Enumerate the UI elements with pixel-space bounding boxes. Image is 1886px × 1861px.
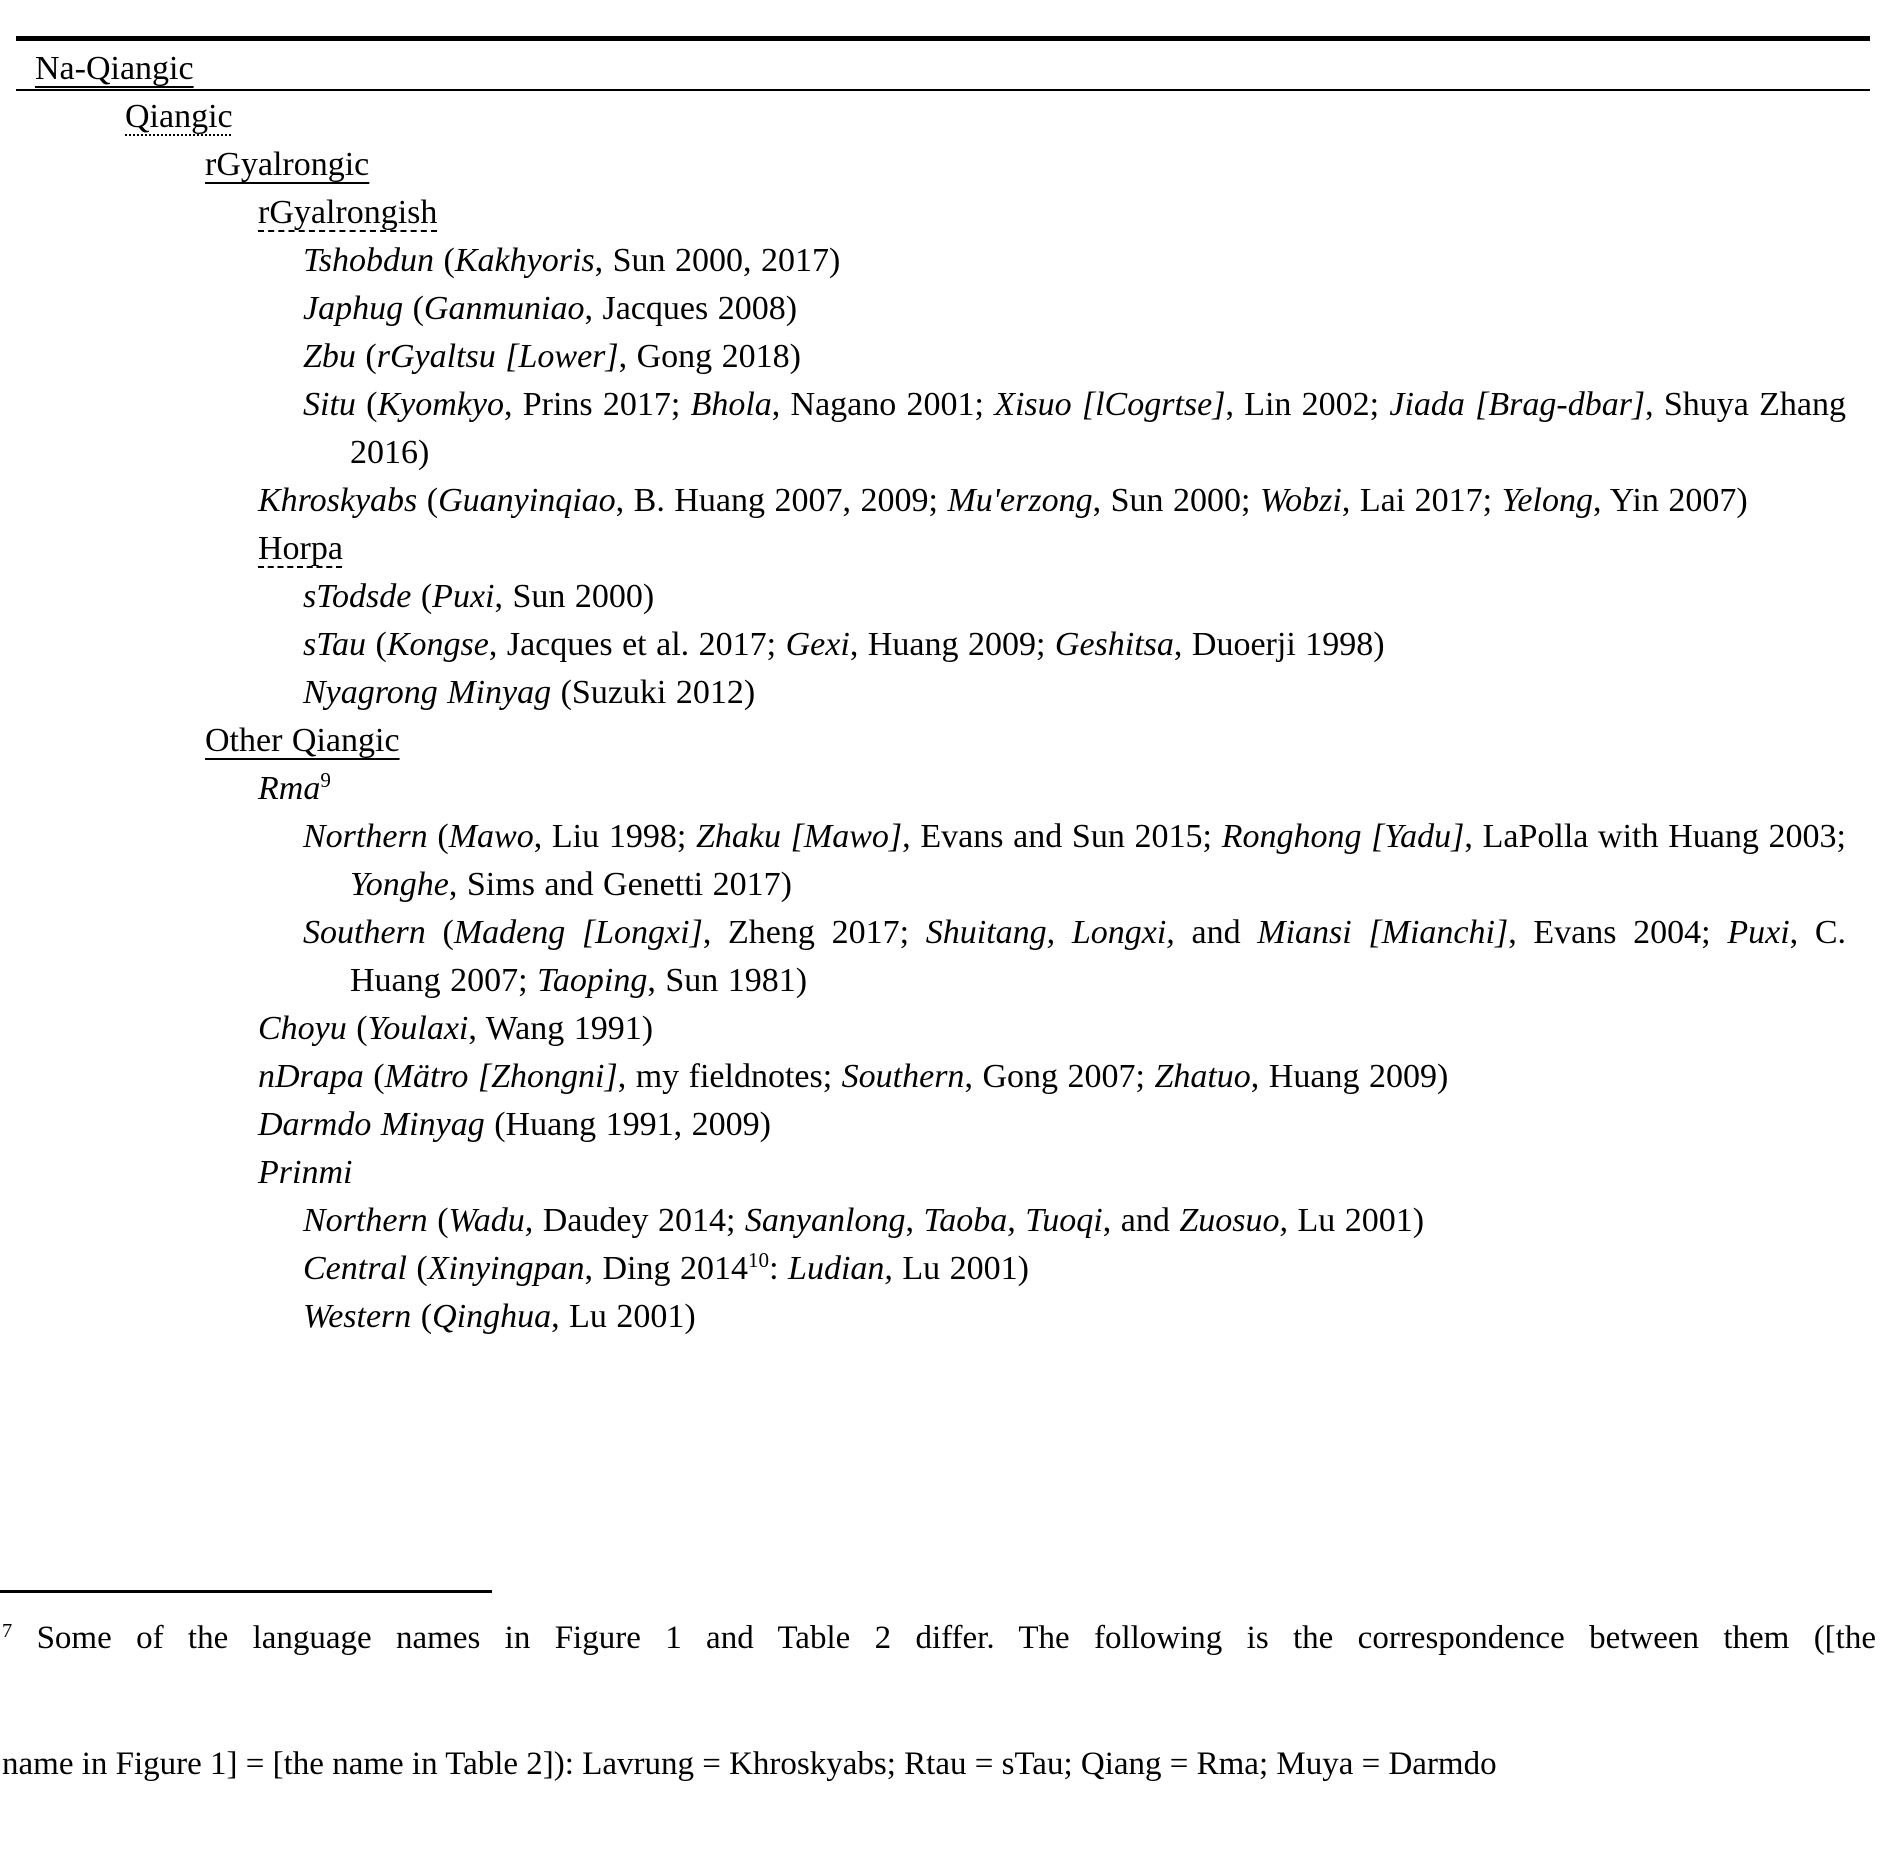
group-label: Qiangic [125,98,233,135]
tree-language-row: Southern (Madeng [Longxi], Zheng 2017; Shuitang, Longxi, and Miansi [Mianchi], Evans 2004; Puxi, C. Huang 2007; Taoping, Sun 1981) [303,914,1847,999]
footnote [2,1616,1876,1786]
tree-language-row: Japhug (Ganmuniao, Jacques 2008) [303,290,798,327]
footnote-line: name in Figure 1] = [the name in Table 2]): Lavrung = Khroskyabs; Rtau = sTau; Qiang = Rma; Muya = Darmdo [2,1746,1497,1782]
language-classification-tree [35,45,1846,1341]
group-label: rGyalrongish [258,194,438,231]
tree-group-row [258,189,1846,237]
paper-page [0,36,1886,1861]
tree-group-row [258,525,1846,573]
footnote-reference-superscript: 7 [2,1619,13,1642]
tree-group-row [205,141,1846,189]
tree-group-row [205,717,1846,765]
tree-group-row [125,93,1846,141]
tree-language-row: Central (Xinyingpan, Ding 2014$^{10}$: Ludian, Lu 2001) [303,1248,1029,1287]
group-label: Na-Qiangic [35,50,194,87]
tree-language-row: Situ (Kyomkyo, Prins 2017; Bhola, Nagano 2001; Xisuo [lCogrtse], Lin 2002; Jiada [Brag-dbar], Shuya Zhang 2016) [303,386,1846,471]
tree-language-row: Tshobdun (Kakhyoris, Sun 2000, 2017) [303,242,841,279]
tree-language-row: Khroskyabs (Guanyinqiao, B. Huang 2007, 2009; Mu'erzong, Sun 2000; Wobzi, Lai 2017; Yelong, Yin 2007) [258,482,1748,519]
tree-language-row: Rma$^9$ [258,768,331,807]
tree-language-row: Western (Qinghua, Lu 2001) [303,1298,696,1335]
group-label: Other Qiangic [205,722,400,759]
footnote-line: $^7$ Some of the language names in Figure 1 and Table 2 differ. The following is the correspondence between them ([the [2,1619,1876,1656]
footnote-separator-rule [0,1590,492,1593]
tree-language-row: Nyagrong Minyag (Suzuki 2012) [303,674,756,711]
group-label: Horpa [258,530,343,567]
tree-group-row [35,45,1846,93]
group-label: rGyalrongic [205,146,370,183]
table-top-rule [16,36,1870,41]
footnote-reference-superscript: 9 [320,768,331,793]
tree-language-row: Northern (Mawo, Liu 1998; Zhaku [Mawo], Evans and Sun 2015; Ronghong [Yadu], LaPolla with Huang 2003; Yonghe, Sims and Genetti 2017) [303,818,1846,903]
tree-language-row: Zbu (rGyaltsu [Lower], Gong 2018) [303,338,802,375]
tree-language-row: Darmdo Minyag (Huang 1991, 2009) [258,1106,771,1143]
tree-language-row: Prinmi [258,1154,353,1191]
footnote-reference-superscript: 10 [748,1248,770,1273]
tree-language-row: Choyu (Youlaxi, Wang 1991) [258,1010,654,1047]
tree-language-row: nDrapa (Mätro [Zhongni], my fieldnotes; Southern, Gong 2007; Zhatuo, Huang 2009) [258,1058,1449,1095]
tree-language-row: sTau (Kongse, Jacques et al. 2017; Gexi, Huang 2009; Geshitsa, Duoerji 1998) [303,626,1385,663]
tree-language-row: Northern (Wadu, Daudey 2014; Sanyanlong, Taoba, Tuoqi, and Zuosuo, Lu 2001) [303,1202,1425,1239]
tree-language-row: sTodsde (Puxi, Sun 2000) [303,578,655,615]
